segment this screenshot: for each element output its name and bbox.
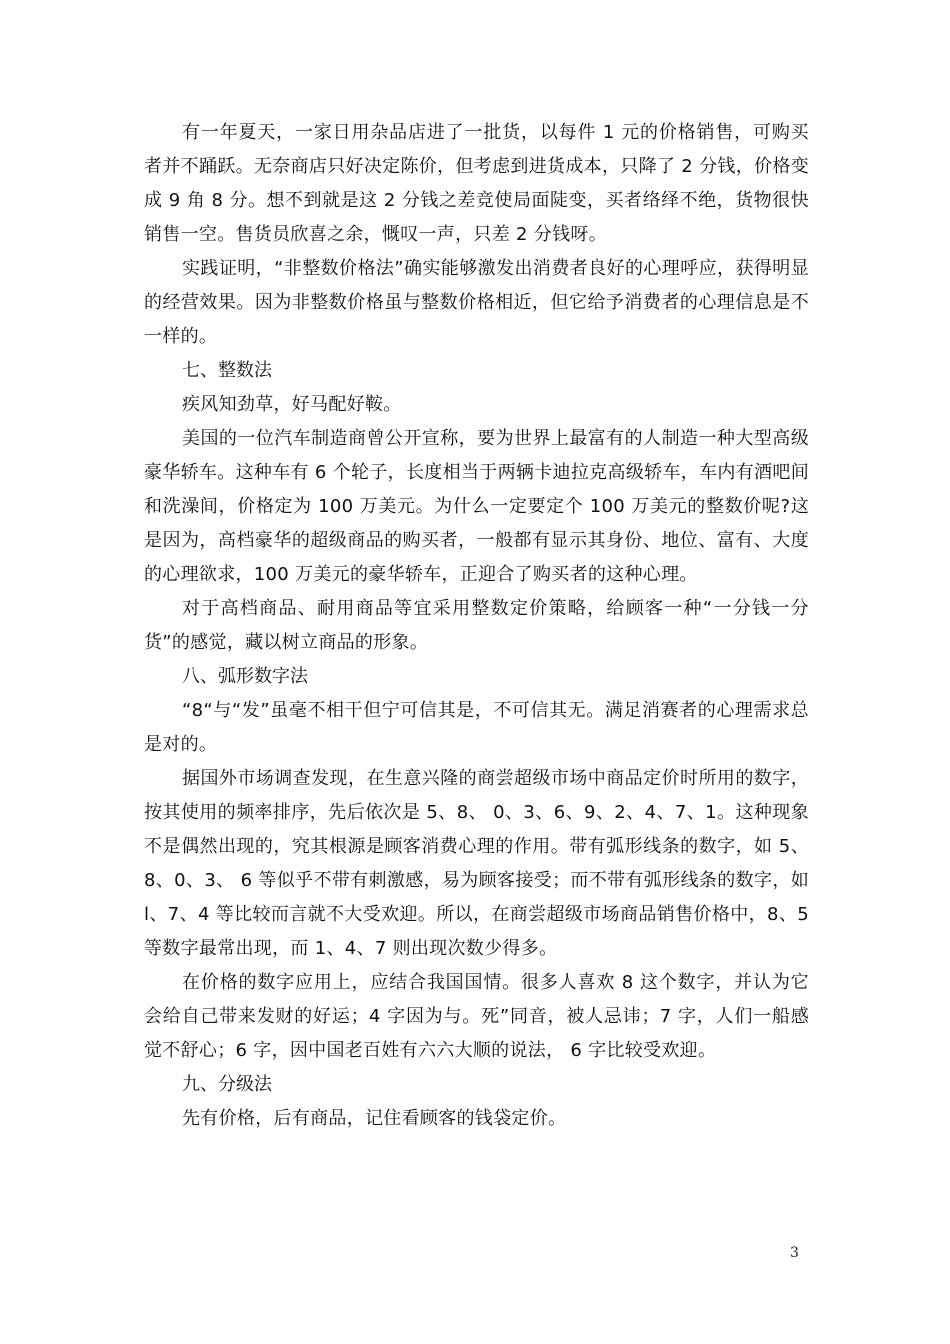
document-body (144, 116, 809, 1136)
section-heading-grading-method: 九、分级法 (182, 1074, 272, 1095)
section-heading-arc-number-method: 八、弧形数字法 (182, 666, 308, 687)
section-heading-integer-method: 七、整数法 (182, 360, 272, 381)
paragraph-market-survey: 据国外市场调查发现，在生意兴隆的商尝超级市场中商品定价时所用的数字，按其使用的频率排序，先后依次是 5、8、 0、3、6、9、2、4、7、1。这种现象不是偶然出现的，究其根源是顾客消费心理的作用。带有弧形线条的数字，如 5、8、0、3、 6 等似乎不带有刺激感，易为顾客接受；而不带有弧形线条的数字，如 l、7、4 等比较而言就不大受欢迎。所以，在商尝超级市场商品销售价格中，8、5 等数字最常出现，而 1、4、7 则出现次数少得多。 (144, 768, 809, 959)
paragraph-price-first: 先有价格，后有商品，记住看顾客的钱袋定价。 (182, 1108, 567, 1129)
paragraph-integer-strategy: 对于高档商品、耐用商品等宜采用整数定价策略，给顾客一种“一分钱一分货”的感觉，藏以树立商品的形象。 (144, 598, 809, 653)
paragraph-national-conditions: 在价格的数字应用上，应结合我国国情。很多人喜欢 8 这个数字，并认为它会给自己带来发财的好运；4 字因为与。死”同音，被人忌讳；7 字，人们一船感觉不舒心；6 字，因中国老百姓有六六大顺的说法， 6 字比较受欢迎。 (144, 972, 809, 1061)
paragraph-luxury-car: 美国的一位汽车制造商曾公开宣称，要为世界上最富有的人制造一种大型高级豪华轿车。这种车有 6 个轮子，长度相当于两辆卡迪拉克高级轿车，车内有酒吧间和洗澡间，价格定为 100 万美元。为什么一定要定个 100 万美元的整数价呢?这是因为，高档豪华的超级商品的购买者，一般都有显示其身份、地位、富有、大度的心理欲求，100 万美元的豪华轿车，正迎合了购买者的这种心理。 (144, 428, 809, 585)
paragraph-discount-story: 有一年夏天，一家日用杂品店进了一批货，以每件 1 元的价格销售，可购买者并不踊跃。无奈商店只好决定陈价，但考虑到进货成本，只降了 2 分钱，价格变成 9 角 8 分。想不到就是这 2 分钱之差竞使局面陡变，买者络绎不绝，货物很快销售一空。售货员欣喜之余，慨叹一声，只差 2 分钱呀。 (144, 122, 809, 245)
page-number: 3 (790, 1245, 799, 1261)
paragraph-non-integer-pricing: 实践证明，“非整数价格法”确实能够激发出消费者良好的心理呼应，获得明显的经营效果。因为非整数价格虽与整数价格相近，但它给予消费者的心理信息是不一样的。 (144, 258, 809, 347)
paragraph-number-eight: “8“与“发”虽毫不相干但宁可信其是，不可信其无。满足消赛者的心理需求总是对的。 (144, 700, 809, 755)
paragraph-proverb: 疾风知劲草，好马配好鞍。 (182, 394, 402, 415)
